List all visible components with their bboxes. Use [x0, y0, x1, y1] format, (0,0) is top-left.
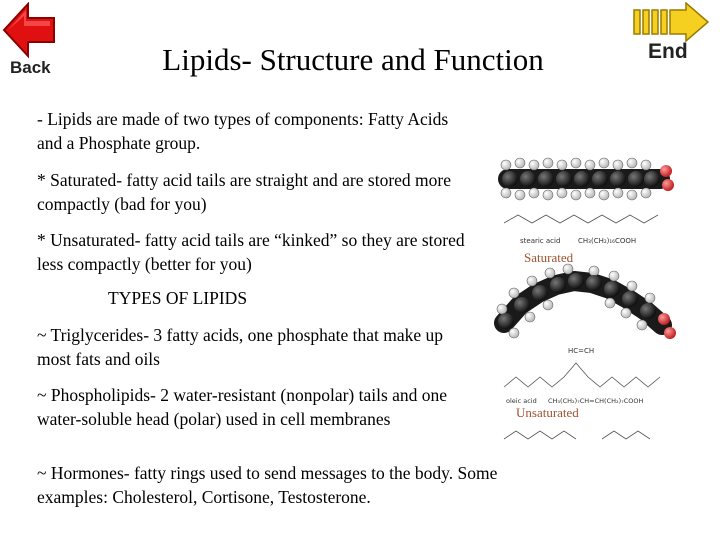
back-label: Back [10, 58, 51, 77]
unsaturated-label: Unsaturated [516, 405, 579, 420]
unsaturated-formula: CH₃(CH₂)₇CH=CH(CH₂)₇COOH [548, 397, 644, 405]
triglycerides-paragraph: ~ Triglycerides- 3 fatty acids, one phosphate that make up most fats and oils [37, 325, 444, 369]
unsaturated-skeletal-formula [504, 363, 660, 387]
hormones-paragraph: ~ Hormones- fatty rings used to send messages to the body. Some examples: Cholesterol, Cortisone, Testosterone. [37, 463, 498, 507]
fatty-acid-figure [490, 155, 685, 455]
end-label: End [648, 40, 688, 63]
intro-paragraph: - Lipids are made of two types of components: Fatty Acids and a Phosphate group. [37, 109, 449, 153]
saturated-label: Saturated [524, 250, 574, 265]
saturated-formula: CH₃(CH₂)₁₆COOH [578, 237, 637, 245]
saturated-paragraph: * Saturated- fatty acid tails are straight and are stored more compactly (bad for you) [37, 170, 452, 214]
unsaturated-paragraph: * Unsaturated- fatty acid tails are “kinked” so they are stored less compactly (better for you) [37, 230, 465, 274]
unsaturated-chain-model [497, 264, 676, 339]
slide-title: Lipids- Structure and Function [162, 42, 544, 77]
unsaturated-name: oleic acid [506, 397, 537, 405]
saturated-chain-model [498, 158, 674, 200]
end-arrow-icon [632, 2, 712, 42]
unsaturated-bottom-formula [504, 431, 650, 439]
saturated-name: stearic acid [520, 237, 561, 245]
phospholipids-paragraph: ~ Phospholipids- 2 water-resistant (nonpolar) tails and one water-soluble head (polar) used in cell membranes [37, 385, 448, 429]
types-heading: TYPES OF LIPIDS [108, 288, 248, 308]
double-bond-label: HC=CH [568, 347, 595, 355]
saturated-skeletal-formula [504, 215, 658, 223]
